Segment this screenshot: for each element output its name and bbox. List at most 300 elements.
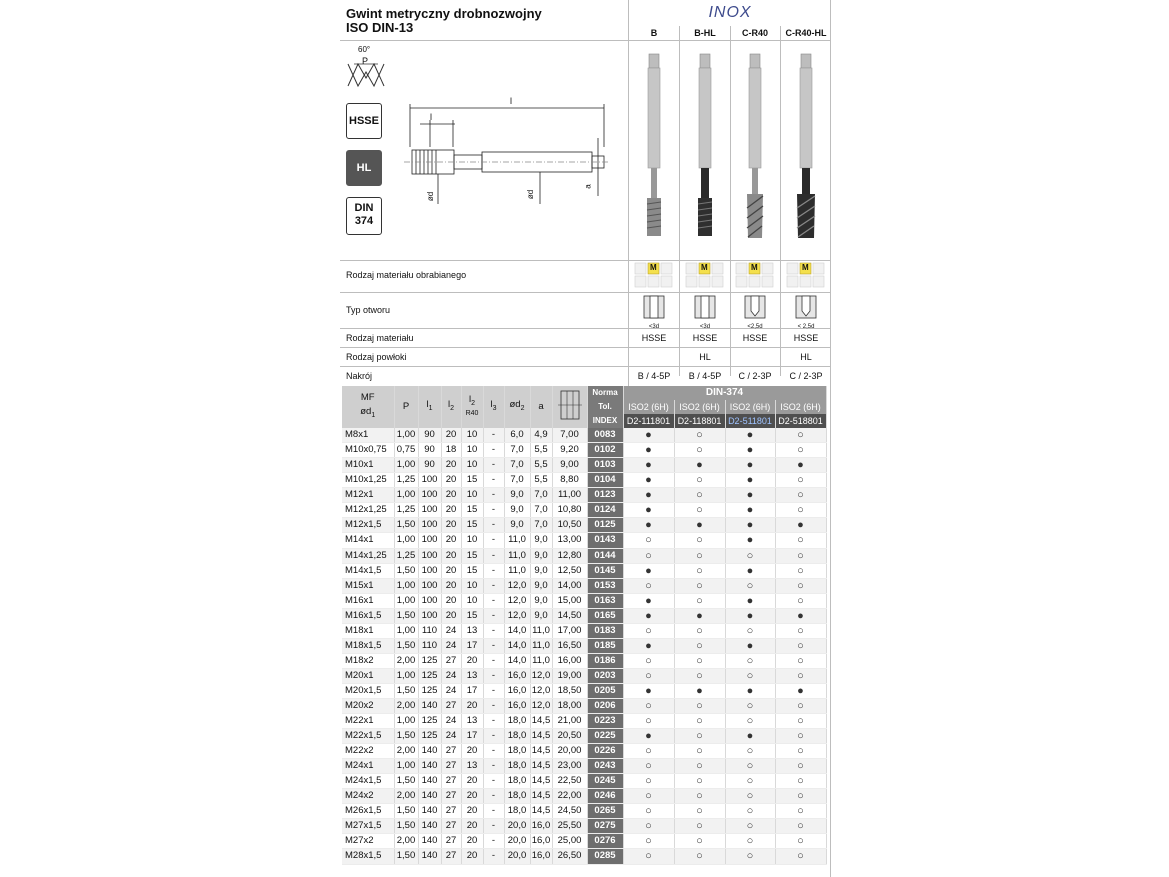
cell-drill: 22,00 bbox=[552, 789, 587, 804]
cell-pitch: 1,00 bbox=[394, 578, 418, 593]
cell-index: 0186 bbox=[587, 653, 623, 668]
norma-value: DIN-374 bbox=[623, 386, 826, 400]
tap-drawing bbox=[400, 92, 614, 212]
cell-l2-r40: 15 bbox=[461, 548, 483, 563]
cell-l2-r40: 17 bbox=[461, 729, 483, 744]
cell-c-r40-hl: ○ bbox=[775, 759, 826, 774]
cell-od2: 9,0 bbox=[504, 488, 530, 503]
material-m-badge: M bbox=[701, 263, 708, 272]
cell-a: 5,5 bbox=[530, 473, 552, 488]
cell-od2: 18,0 bbox=[504, 729, 530, 744]
blind-hole-icon bbox=[743, 295, 767, 330]
cell-b: ● bbox=[623, 638, 674, 653]
spec-table bbox=[342, 386, 827, 865]
cell-od2: 12,0 bbox=[504, 593, 530, 608]
cell-drill: 18,50 bbox=[552, 683, 587, 698]
cell-c-r40-hl: ● bbox=[775, 608, 826, 623]
cell-l2-r40: 15 bbox=[461, 473, 483, 488]
cell-pitch: 1,50 bbox=[394, 774, 418, 789]
table-row bbox=[342, 698, 826, 713]
cell-c-r40-hl: ○ bbox=[775, 668, 826, 683]
cell-pitch: 1,00 bbox=[394, 714, 418, 729]
cell-b: ○ bbox=[623, 548, 674, 563]
cell-pitch: 1,50 bbox=[394, 804, 418, 819]
cell-l2: 27 bbox=[441, 804, 461, 819]
cell-index: 0276 bbox=[587, 834, 623, 849]
cell-b-hl: ○ bbox=[674, 428, 725, 443]
cell-l3: - bbox=[483, 638, 504, 653]
cell-drill: 9,00 bbox=[552, 458, 587, 473]
cell-od2: 11,0 bbox=[504, 548, 530, 563]
cell-b-hl: ● bbox=[674, 518, 725, 533]
cell-b-hl: ○ bbox=[674, 533, 725, 548]
cell-b-hl: ○ bbox=[674, 653, 725, 668]
cell-c-r40-hl: ○ bbox=[775, 834, 826, 849]
cell-l2: 27 bbox=[441, 849, 461, 864]
cell-c-r40-hl: ○ bbox=[775, 578, 826, 593]
cell-index: 0203 bbox=[587, 668, 623, 683]
hole-depth-label: <3d bbox=[699, 324, 711, 330]
cell-l1: 100 bbox=[418, 548, 441, 563]
cell-c-r40: ○ bbox=[725, 578, 775, 593]
cell-pitch: 1,00 bbox=[394, 428, 418, 443]
cell-drill: 12,50 bbox=[552, 563, 587, 578]
cell-od2: 16,0 bbox=[504, 668, 530, 683]
cell-c-r40-hl: ○ bbox=[775, 714, 826, 729]
cell-index: 0243 bbox=[587, 759, 623, 774]
cell-l1: 100 bbox=[418, 578, 441, 593]
cell-l2: 27 bbox=[441, 698, 461, 713]
cell-c-r40: ● bbox=[725, 683, 775, 698]
cell-l1: 90 bbox=[418, 458, 441, 473]
cell-l3: - bbox=[483, 683, 504, 698]
cell-b: ○ bbox=[623, 578, 674, 593]
cell-drill: 10,80 bbox=[552, 503, 587, 518]
cell-a: 14,5 bbox=[530, 744, 552, 759]
cell-l3: - bbox=[483, 834, 504, 849]
index-code: D2-118801 bbox=[674, 414, 725, 428]
divider bbox=[340, 366, 830, 367]
cell-a: 16,0 bbox=[530, 834, 552, 849]
material-grid-icon bbox=[735, 262, 775, 288]
cell-l2: 27 bbox=[441, 653, 461, 668]
cell-c-r40: ○ bbox=[725, 698, 775, 713]
cell-a: 14,5 bbox=[530, 729, 552, 744]
cell-od2: 18,0 bbox=[504, 744, 530, 759]
cell-pitch: 1,00 bbox=[394, 623, 418, 638]
cell-l3: - bbox=[483, 593, 504, 608]
cell-l3: - bbox=[483, 488, 504, 503]
cell-b: ● bbox=[623, 608, 674, 623]
cell-b: ● bbox=[623, 563, 674, 578]
cell-a: 16,0 bbox=[530, 819, 552, 834]
table-row bbox=[342, 804, 826, 819]
cell-l1: 125 bbox=[418, 668, 441, 683]
cell-mf: M18x1 bbox=[342, 623, 394, 638]
cell-mf: M14x1,5 bbox=[342, 563, 394, 578]
cell-c-r40-hl: ○ bbox=[775, 533, 826, 548]
through-hole-icon bbox=[642, 295, 666, 330]
cell-l3: - bbox=[483, 789, 504, 804]
cell-b: ○ bbox=[623, 698, 674, 713]
cell-l2: 24 bbox=[441, 714, 461, 729]
cell-l1: 125 bbox=[418, 714, 441, 729]
cell-l3: - bbox=[483, 458, 504, 473]
cell-drill: 16,50 bbox=[552, 638, 587, 653]
cell-a: 14,5 bbox=[530, 789, 552, 804]
index-code: D2-518801 bbox=[775, 414, 826, 428]
cell-c-r40: ○ bbox=[725, 819, 775, 834]
cell-pitch: 2,00 bbox=[394, 698, 418, 713]
cell-l3: - bbox=[483, 548, 504, 563]
cell-b: ● bbox=[623, 518, 674, 533]
tap-image-c-r40 bbox=[730, 48, 780, 258]
cell-l2: 20 bbox=[441, 488, 461, 503]
cell-b-hl: ○ bbox=[674, 819, 725, 834]
cell-l1: 100 bbox=[418, 533, 441, 548]
cell-l1: 140 bbox=[418, 849, 441, 864]
cell-l2-r40: 13 bbox=[461, 714, 483, 729]
cell-drill: 26,50 bbox=[552, 849, 587, 864]
cell-l1: 140 bbox=[418, 804, 441, 819]
cell-l3: - bbox=[483, 774, 504, 789]
divider bbox=[340, 260, 830, 261]
cell-a: 9,0 bbox=[530, 608, 552, 623]
cell-mf: M10x1,25 bbox=[342, 473, 394, 488]
cell-l2-r40: 10 bbox=[461, 428, 483, 443]
cell-l1: 100 bbox=[418, 608, 441, 623]
table-row bbox=[342, 638, 826, 653]
table-row bbox=[342, 473, 826, 488]
cell-b: ○ bbox=[623, 533, 674, 548]
cell-pitch: 1,00 bbox=[394, 533, 418, 548]
cell-a: 14,5 bbox=[530, 714, 552, 729]
cell-c-r40-hl: ○ bbox=[775, 804, 826, 819]
cell-l3: - bbox=[483, 473, 504, 488]
cell-drill: 25,50 bbox=[552, 819, 587, 834]
cell-drill: 12,80 bbox=[552, 548, 587, 563]
cell-a: 11,0 bbox=[530, 638, 552, 653]
cell-pitch: 1,50 bbox=[394, 849, 418, 864]
cell-l2: 24 bbox=[441, 623, 461, 638]
cell-b-hl: ○ bbox=[674, 563, 725, 578]
cell-l2-r40: 15 bbox=[461, 563, 483, 578]
tap-image-b bbox=[629, 48, 679, 258]
column-head-b-hl: B-HL bbox=[694, 28, 716, 38]
hole-depth-label: <3d bbox=[648, 324, 660, 330]
tool-material-label: Rodzaj materiału bbox=[346, 333, 414, 343]
cell-c-r40-hl: ○ bbox=[775, 623, 826, 638]
table-row bbox=[342, 759, 826, 774]
cell-od2: 20,0 bbox=[504, 819, 530, 834]
cell-od2: 12,0 bbox=[504, 608, 530, 623]
index-code: D2-111801 bbox=[623, 414, 674, 428]
cell-l2: 20 bbox=[441, 548, 461, 563]
cell-pitch: 1,50 bbox=[394, 608, 418, 623]
tol-label: Tol. bbox=[587, 400, 623, 414]
brand-label: INOX bbox=[708, 4, 752, 21]
column-head-c-r40-hl: C-R40-HL bbox=[785, 28, 827, 38]
through-hole-icon bbox=[693, 295, 717, 330]
cell-pitch: 1,50 bbox=[394, 729, 418, 744]
cell-c-r40: ● bbox=[725, 563, 775, 578]
cell-a: 7,0 bbox=[530, 488, 552, 503]
cell-b-hl: ○ bbox=[674, 638, 725, 653]
cell-b-hl: ○ bbox=[674, 698, 725, 713]
cell-mf: M24x1,5 bbox=[342, 774, 394, 789]
cell-index: 0183 bbox=[587, 623, 623, 638]
cell-mf: M24x2 bbox=[342, 789, 394, 804]
cell-l1: 100 bbox=[418, 518, 441, 533]
cell-l2-r40: 13 bbox=[461, 759, 483, 774]
cell-l2-r40: 13 bbox=[461, 668, 483, 683]
cell-a: 7,0 bbox=[530, 503, 552, 518]
cell-b: ● bbox=[623, 683, 674, 698]
cell-b-hl: ○ bbox=[674, 714, 725, 729]
cell-drill: 25,00 bbox=[552, 834, 587, 849]
cell-b-hl: ○ bbox=[674, 488, 725, 503]
cell-a: 9,0 bbox=[530, 578, 552, 593]
table-row bbox=[342, 578, 826, 593]
cell-l2: 27 bbox=[441, 774, 461, 789]
cell-l2: 27 bbox=[441, 819, 461, 834]
cell-l2-r40: 10 bbox=[461, 458, 483, 473]
cell-b: ○ bbox=[623, 834, 674, 849]
tool-material-value: HSSE bbox=[793, 333, 819, 343]
cell-drill: 15,00 bbox=[552, 593, 587, 608]
cell-mf: M14x1 bbox=[342, 533, 394, 548]
cell-b: ○ bbox=[623, 804, 674, 819]
cell-b-hl: ● bbox=[674, 683, 725, 698]
cell-mf: M16x1,5 bbox=[342, 608, 394, 623]
cell-l2: 24 bbox=[441, 638, 461, 653]
cell-index: 0185 bbox=[587, 638, 623, 653]
cell-l1: 125 bbox=[418, 729, 441, 744]
cell-mf: M20x1 bbox=[342, 668, 394, 683]
cell-index: 0103 bbox=[587, 458, 623, 473]
lead-value: C / 2-3P bbox=[789, 371, 823, 381]
cell-l1: 100 bbox=[418, 593, 441, 608]
cell-od2: 14,0 bbox=[504, 623, 530, 638]
cell-pitch: 1,25 bbox=[394, 503, 418, 518]
cell-index: 0083 bbox=[587, 428, 623, 443]
cell-od2: 18,0 bbox=[504, 714, 530, 729]
cell-pitch: 2,00 bbox=[394, 789, 418, 804]
cell-c-r40-hl: ○ bbox=[775, 428, 826, 443]
cell-l3: - bbox=[483, 608, 504, 623]
cell-l1: 100 bbox=[418, 488, 441, 503]
cell-c-r40-hl: ○ bbox=[775, 503, 826, 518]
cell-l3: - bbox=[483, 428, 504, 443]
index-code: D2-511801 bbox=[725, 414, 775, 428]
cell-c-r40: ○ bbox=[725, 548, 775, 563]
cell-pitch: 1,25 bbox=[394, 473, 418, 488]
hole-depth-label: < 2,5d bbox=[797, 324, 815, 330]
pitch-label: P bbox=[362, 56, 369, 66]
cell-c-r40: ● bbox=[725, 428, 775, 443]
cell-a: 12,0 bbox=[530, 668, 552, 683]
page-subtitle: ISO DIN-13 bbox=[346, 20, 414, 35]
od1-label: ød bbox=[426, 191, 436, 202]
cell-c-r40-hl: ○ bbox=[775, 473, 826, 488]
cell-l1: 140 bbox=[418, 819, 441, 834]
tool-material-value: HSSE bbox=[692, 333, 718, 343]
cell-index: 0225 bbox=[587, 729, 623, 744]
cell-od2: 16,0 bbox=[504, 683, 530, 698]
cell-l3: - bbox=[483, 503, 504, 518]
cell-b-hl: ○ bbox=[674, 473, 725, 488]
cell-index: 0275 bbox=[587, 819, 623, 834]
cell-b: ○ bbox=[623, 789, 674, 804]
col-header-drill-icon bbox=[552, 386, 587, 428]
cell-pitch: 1,50 bbox=[394, 683, 418, 698]
cell-l1: 140 bbox=[418, 789, 441, 804]
cell-drill: 20,00 bbox=[552, 744, 587, 759]
cell-l1: 100 bbox=[418, 473, 441, 488]
cell-od2: 14,0 bbox=[504, 638, 530, 653]
cell-a: 9,0 bbox=[530, 533, 552, 548]
cell-l2-r40: 13 bbox=[461, 623, 483, 638]
cell-l1: 140 bbox=[418, 698, 441, 713]
cell-index: 0104 bbox=[587, 473, 623, 488]
cell-c-r40: ● bbox=[725, 458, 775, 473]
cell-a: 14,5 bbox=[530, 804, 552, 819]
cell-od2: 7,0 bbox=[504, 473, 530, 488]
cell-drill: 20,50 bbox=[552, 729, 587, 744]
divider bbox=[340, 347, 830, 348]
cell-b: ○ bbox=[623, 653, 674, 668]
cell-l1: 100 bbox=[418, 563, 441, 578]
table-row bbox=[342, 458, 826, 473]
cell-l2-r40: 20 bbox=[461, 744, 483, 759]
cell-l1: 90 bbox=[418, 428, 441, 443]
cell-l3: - bbox=[483, 518, 504, 533]
cell-a: 12,0 bbox=[530, 683, 552, 698]
cell-l2: 27 bbox=[441, 789, 461, 804]
column-head-c-r40: C-R40 bbox=[741, 28, 768, 38]
material-grid-icon bbox=[685, 262, 725, 288]
cell-mf: M10x1 bbox=[342, 458, 394, 473]
lead-value: B / 4-5P bbox=[688, 371, 722, 381]
cell-a: 16,0 bbox=[530, 849, 552, 864]
cell-a: 5,5 bbox=[530, 458, 552, 473]
cell-l3: - bbox=[483, 759, 504, 774]
cell-c-r40: ○ bbox=[725, 668, 775, 683]
cell-od2: 20,0 bbox=[504, 834, 530, 849]
cell-b-hl: ○ bbox=[674, 744, 725, 759]
cell-pitch: 1,25 bbox=[394, 548, 418, 563]
table-row bbox=[342, 819, 826, 834]
tol-value: ISO2 (6H) bbox=[775, 400, 826, 414]
cell-drill: 13,00 bbox=[552, 533, 587, 548]
lead-value: B / 4-5P bbox=[637, 371, 671, 381]
cell-l2-r40: 20 bbox=[461, 834, 483, 849]
cell-pitch: 1,00 bbox=[394, 668, 418, 683]
cell-l2-r40: 20 bbox=[461, 849, 483, 864]
cell-c-r40: ○ bbox=[725, 789, 775, 804]
cell-a: 5,5 bbox=[530, 443, 552, 458]
din-badge bbox=[346, 197, 382, 235]
cell-c-r40-hl: ○ bbox=[775, 698, 826, 713]
cell-index: 0246 bbox=[587, 789, 623, 804]
cell-l3: - bbox=[483, 623, 504, 638]
cell-b: ○ bbox=[623, 759, 674, 774]
cell-mf: M16x1 bbox=[342, 593, 394, 608]
cell-a: 14,5 bbox=[530, 774, 552, 789]
coating-value: HL bbox=[699, 352, 711, 362]
table-row bbox=[342, 593, 826, 608]
cell-a: 4,9 bbox=[530, 428, 552, 443]
cell-b: ○ bbox=[623, 744, 674, 759]
col-header-a: a bbox=[530, 386, 552, 428]
cell-c-r40: ● bbox=[725, 503, 775, 518]
cell-drill: 9,20 bbox=[552, 443, 587, 458]
index-label: INDEX bbox=[587, 414, 623, 428]
od2-label: ød bbox=[526, 189, 536, 200]
cell-c-r40-hl: ○ bbox=[775, 593, 826, 608]
cell-od2: 9,0 bbox=[504, 518, 530, 533]
tool-material-value: HSSE bbox=[742, 333, 768, 343]
cell-b-hl: ○ bbox=[674, 804, 725, 819]
cell-c-r40: ○ bbox=[725, 714, 775, 729]
cell-c-r40-hl: ○ bbox=[775, 548, 826, 563]
cell-l2-r40: 20 bbox=[461, 653, 483, 668]
cell-od2: 6,0 bbox=[504, 428, 530, 443]
hole-depth-label: <2,5d bbox=[747, 324, 763, 330]
cell-drill: 16,00 bbox=[552, 653, 587, 668]
cell-l2-r40: 20 bbox=[461, 819, 483, 834]
cell-l2-r40: 20 bbox=[461, 804, 483, 819]
cell-a: 11,0 bbox=[530, 653, 552, 668]
cell-l2-r40: 17 bbox=[461, 638, 483, 653]
cell-pitch: 1,50 bbox=[394, 819, 418, 834]
cell-l2-r40: 10 bbox=[461, 533, 483, 548]
cell-l3: - bbox=[483, 563, 504, 578]
cell-index: 0226 bbox=[587, 744, 623, 759]
cell-l2: 20 bbox=[441, 428, 461, 443]
cell-c-r40: ○ bbox=[725, 623, 775, 638]
cell-drill: 14,50 bbox=[552, 608, 587, 623]
cell-od2: 9,0 bbox=[504, 503, 530, 518]
cell-pitch: 1,50 bbox=[394, 563, 418, 578]
cell-index: 0143 bbox=[587, 533, 623, 548]
cell-index: 0123 bbox=[587, 488, 623, 503]
cell-index: 0163 bbox=[587, 593, 623, 608]
cell-index: 0125 bbox=[587, 518, 623, 533]
cell-pitch: 1,00 bbox=[394, 759, 418, 774]
cell-l3: - bbox=[483, 744, 504, 759]
cell-od2: 12,0 bbox=[504, 578, 530, 593]
cell-l2: 24 bbox=[441, 729, 461, 744]
cell-l3: - bbox=[483, 533, 504, 548]
cell-mf: M20x1,5 bbox=[342, 683, 394, 698]
cell-b-hl: ○ bbox=[674, 729, 725, 744]
cell-l1: 110 bbox=[418, 623, 441, 638]
drill-hole-icon bbox=[555, 387, 585, 423]
cell-c-r40: ● bbox=[725, 518, 775, 533]
cell-c-r40-hl: ○ bbox=[775, 819, 826, 834]
cell-l2: 18 bbox=[441, 443, 461, 458]
cell-b: ○ bbox=[623, 819, 674, 834]
cell-pitch: 2,00 bbox=[394, 834, 418, 849]
cell-mf: M12x1,25 bbox=[342, 503, 394, 518]
table-row bbox=[342, 668, 826, 683]
cell-c-r40: ○ bbox=[725, 759, 775, 774]
cell-l2-r40: 15 bbox=[461, 608, 483, 623]
d1-label: $ød_1$ bbox=[360, 406, 376, 420]
cell-a: 7,0 bbox=[530, 518, 552, 533]
cell-mf: M8x1 bbox=[342, 428, 394, 443]
